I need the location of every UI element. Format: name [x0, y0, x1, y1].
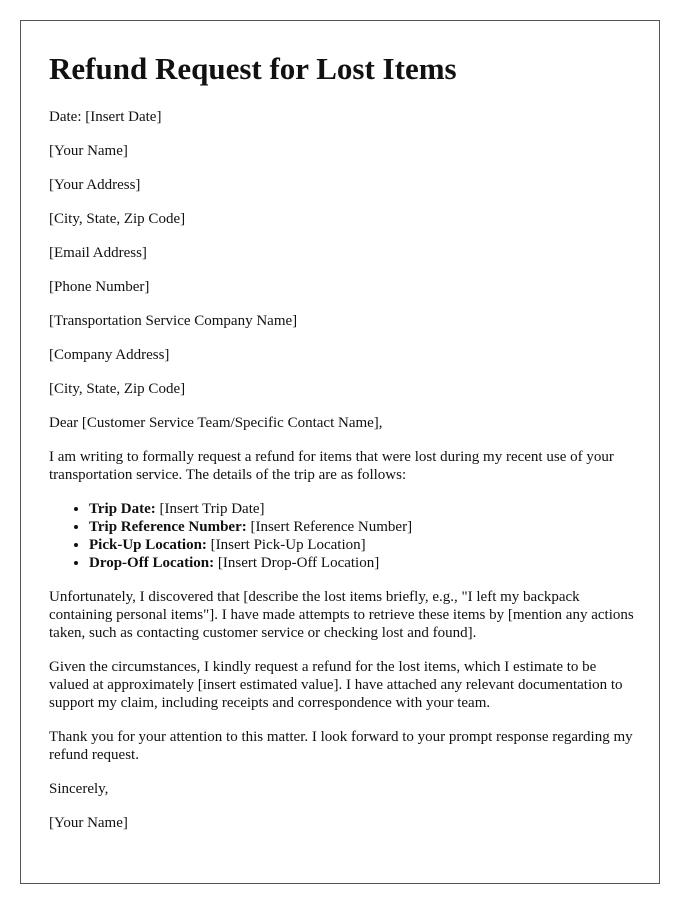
trip-detail-item — [89, 500, 635, 518]
recipient-city-state-zip: [City, State, Zip Code] — [49, 381, 186, 397]
sender-name: [Your Name] — [49, 143, 128, 159]
thanks-paragraph: Thank you for your attention to this matter. I look forward to your prompt response regarding my refund request. — [49, 729, 633, 763]
trip-detail-item — [89, 554, 635, 572]
date-line: Date: [Insert Date] — [49, 109, 162, 125]
signature: [Your Name] — [49, 815, 128, 831]
request-paragraph: Given the circumstances, I kindly request a refund for the lost items, which I estimate to be valued at approximately [insert estimated value]. I have attached any relevant documentation to support my claim, including receipts and correspondence with your team. — [49, 659, 623, 711]
intro-paragraph: I am writing to formally request a refund for items that were lost during my recent use of your transportation service. The details of the trip are as follows: — [49, 449, 614, 483]
trip-detail-label: Trip Date: — [89, 501, 156, 517]
letter-title: Refund Request for Lost Items — [49, 51, 457, 86]
sender-address: [Your Address] — [49, 177, 141, 193]
trip-detail-item — [89, 536, 635, 554]
trip-detail-value: [Insert Reference Number] — [246, 519, 413, 535]
trip-detail-value: [Insert Pick-Up Location] — [206, 537, 366, 553]
discovery-paragraph: Unfortunately, I discovered that [describe the lost items briefly, e.g., "I left my backpack containing personal items"]. I have made attempts to retrieve these items by [mention any actions taken, such as contacting customer service or checking lost and found]. — [49, 589, 634, 641]
recipient-company-address: [Company Address] — [49, 347, 170, 363]
letter-page — [20, 20, 660, 884]
closing: Sincerely, — [49, 781, 109, 797]
trip-detail-label: Pick-Up Location: — [89, 537, 207, 553]
sender-email: [Email Address] — [49, 245, 147, 261]
recipient-company-name: [Transportation Service Company Name] — [49, 313, 298, 329]
trip-detail-label: Trip Reference Number: — [89, 519, 247, 535]
trip-detail-item — [89, 518, 635, 536]
letter-content — [49, 51, 635, 848]
sender-phone: [Phone Number] — [49, 279, 150, 295]
trip-detail-label: Drop-Off Location: — [89, 555, 215, 571]
trip-detail-value: [Insert Drop-Off Location] — [214, 555, 380, 571]
trip-detail-value: [Insert Trip Date] — [155, 501, 265, 517]
trip-details-list — [49, 500, 635, 572]
sender-city-state-zip: [City, State, Zip Code] — [49, 211, 186, 227]
salutation: Dear [Customer Service Team/Specific Contact Name], — [49, 415, 383, 431]
